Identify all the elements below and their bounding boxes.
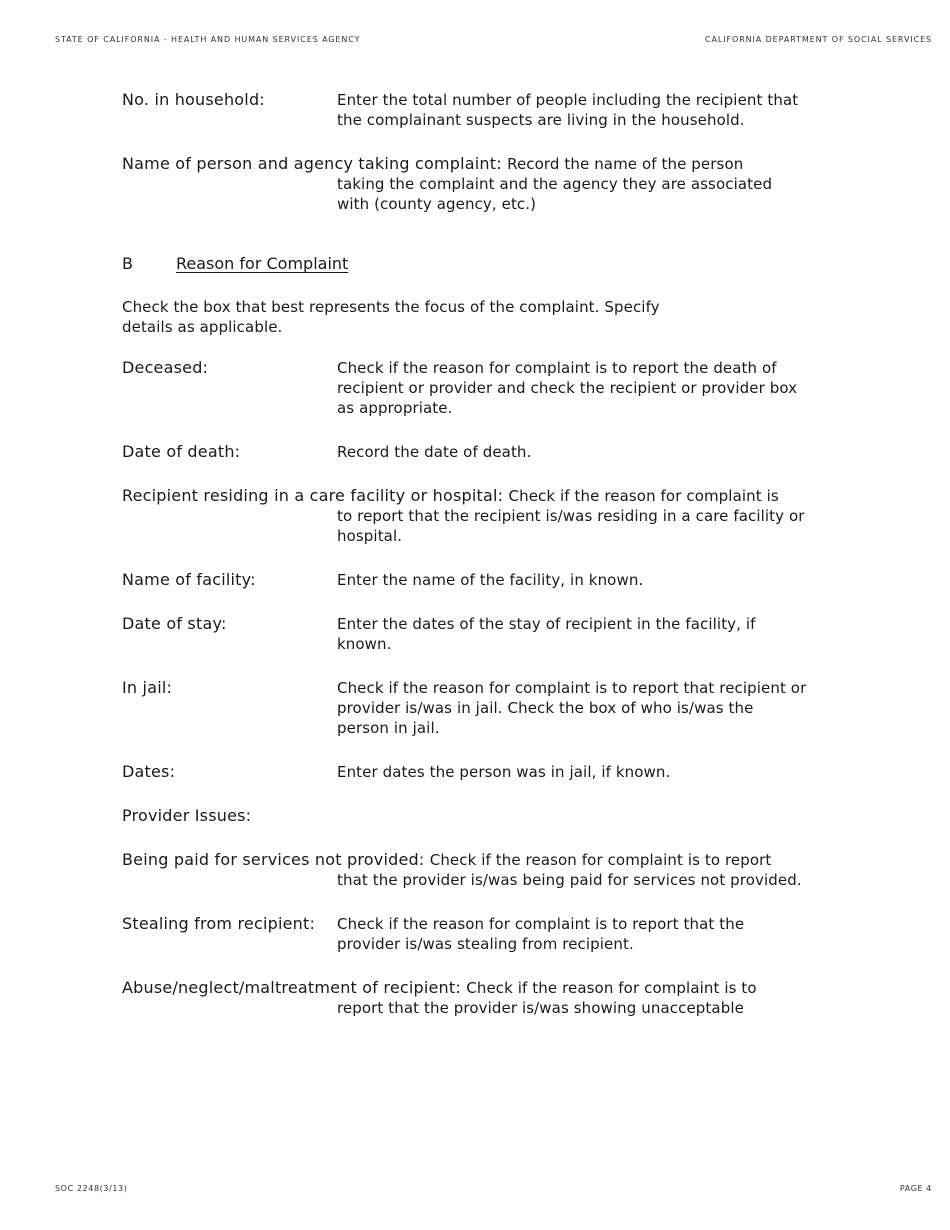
entry-label: Deceased: <box>122 358 209 377</box>
description-line: Check if the reason for complaint is to report that the <box>337 915 745 933</box>
entry-abuse <box>122 978 842 1018</box>
description-line: Enter the total number of people including the recipient that <box>337 91 799 109</box>
description-line: Enter dates the person was in jail, if known. <box>337 763 671 781</box>
entry-description <box>337 90 837 130</box>
agency-header: STATE OF CALIFORNIA - HEALTH AND HUMAN SERVICES AGENCY <box>55 35 361 44</box>
description-line: hospital. <box>337 527 403 545</box>
description-line: known. <box>337 635 392 653</box>
description-line: taking the complaint and the agency they are associated <box>337 175 773 193</box>
description-line: provider is/was stealing from recipient. <box>337 935 634 953</box>
entry-description-start: Check if the reason for complaint is to report <box>429 851 772 869</box>
description-line: to report that the recipient is/was residing in a care facility or <box>337 507 805 525</box>
description-line: Check if the reason for complaint is to report that recipient or <box>337 679 807 697</box>
entry-description-continued <box>337 174 842 214</box>
section-heading <box>122 254 348 274</box>
description-line: provider is/was in jail. Check the box of who is/was the <box>337 699 754 717</box>
entry-description-start: Record the name of the person <box>507 155 744 173</box>
description-line: as appropriate. <box>337 399 453 417</box>
description-line: recipient or provider and check the recipient or provider box <box>337 379 798 397</box>
department-header: CALIFORNIA DEPARTMENT OF SOCIAL SERVICES <box>705 35 932 44</box>
entry-complaint-taker <box>122 154 842 214</box>
entry-label: Abuse/neglect/maltreatment of recipient: <box>122 978 461 997</box>
entry-label: Recipient residing in a care facility or hospital: <box>122 486 504 505</box>
entry-description <box>337 570 837 590</box>
entry-description-continued <box>337 506 842 546</box>
form-number: SOC 2248(3/13) <box>55 1184 128 1193</box>
entry-label: Being paid for services not provided: <box>122 850 425 869</box>
entry-label: Name of facility: <box>122 570 256 589</box>
entry-first-line <box>122 486 842 506</box>
entry-first-line <box>122 154 842 174</box>
entry-label: Date of stay: <box>122 614 227 633</box>
entry-label: Name of person and agency taking complaint: <box>122 154 502 173</box>
description-line: the complainant suspects are living in the household. <box>337 111 745 129</box>
description-line: Check if the reason for complaint is to report the death of <box>337 359 777 377</box>
description-line: Enter the dates of the stay of recipient in the facility, if <box>337 615 756 633</box>
entry-description <box>337 358 837 418</box>
entry-label: Dates: <box>122 762 176 781</box>
entry-first-line <box>122 978 842 998</box>
entry-description <box>337 442 837 462</box>
entry-first-line <box>122 850 842 870</box>
description-line: person in jail. <box>337 719 440 737</box>
entry-label: Stealing from recipient: <box>122 914 316 933</box>
entry-description-start: Check if the reason for complaint is to <box>466 979 757 997</box>
entry-label: No. in household: <box>122 90 265 109</box>
entry-paid-not-provided <box>122 850 842 890</box>
entry-label: Date of death: <box>122 442 241 461</box>
entry-description-start: Check if the reason for complaint is <box>508 487 779 505</box>
entry-description <box>337 678 837 738</box>
intro-line: details as applicable. <box>122 318 283 336</box>
description-line: with (county agency, etc.) <box>337 195 537 213</box>
entry-label: In jail: <box>122 678 173 697</box>
description-line: report that the provider is/was showing unacceptable <box>337 999 744 1017</box>
entry-description-continued <box>337 998 842 1018</box>
section-intro <box>122 297 660 337</box>
entry-description <box>337 914 837 954</box>
subheading-label: Provider Issues: <box>122 806 252 825</box>
section-title: Reason for Complaint <box>176 254 349 273</box>
page-number: PAGE 4 <box>899 1184 932 1193</box>
intro-line: Check the box that best represents the focus of the complaint. Specify <box>122 298 660 316</box>
section-letter: B <box>122 254 133 273</box>
description-line: Record the date of death. <box>337 443 532 461</box>
entry-description <box>337 614 837 654</box>
entry-description <box>337 762 837 782</box>
entry-description-continued <box>337 870 842 890</box>
description-line: that the provider is/was being paid for services not provided. <box>337 871 802 889</box>
entry-care-facility <box>122 486 842 546</box>
description-line: Enter the name of the facility, in known. <box>337 571 644 589</box>
